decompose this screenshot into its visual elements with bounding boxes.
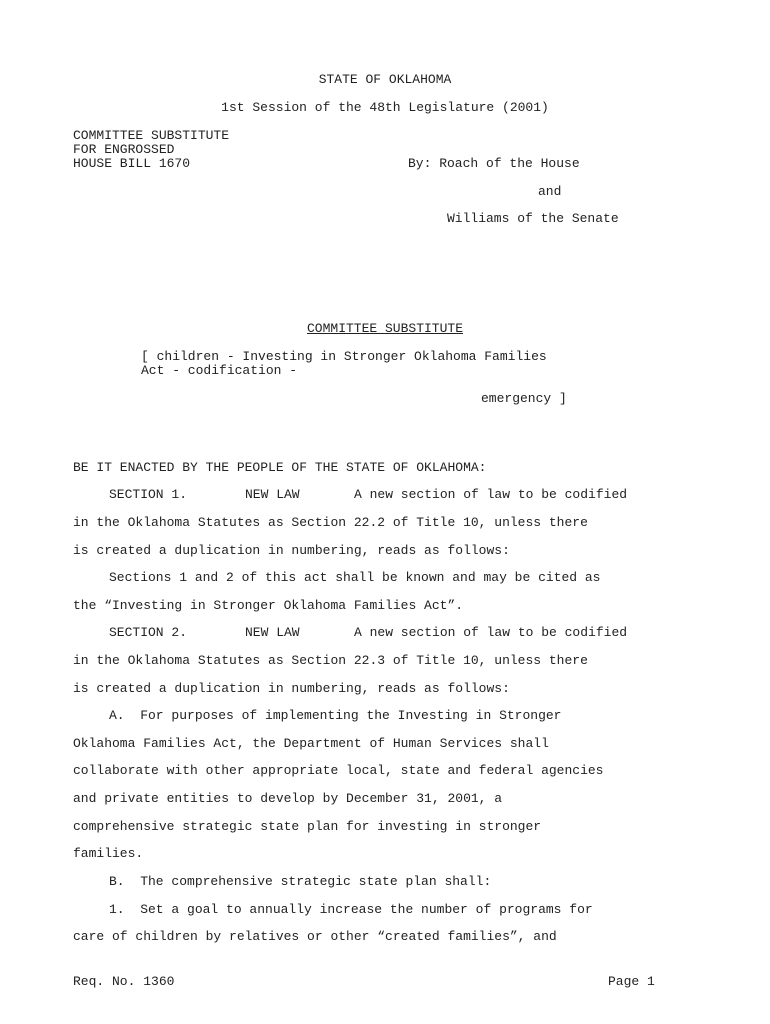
- subsection-a-line-5: comprehensive strategic state plan for investing in stronger: [73, 819, 542, 834]
- subsection-a-line-4: and private entities to develop by December 31, 2001, a: [73, 791, 503, 806]
- item-1-line-1: 1. Set a goal to annually increase the number of programs for: [109, 902, 593, 917]
- enacting-clause: BE IT ENACTED BY THE PEOPLE OF THE STATE OF OKLAHOMA:: [73, 460, 487, 475]
- section-2-new-law: NEW LAW: [245, 625, 300, 640]
- subsection-a-line-3: collaborate with other appropriate local, state and federal agencies: [73, 763, 604, 778]
- section-1-label: SECTION 1.: [109, 487, 188, 502]
- author-and: and: [538, 184, 562, 199]
- bill-info-line-2: FOR ENGROSSED: [73, 142, 175, 157]
- request-number: Req. No. 1360: [73, 974, 175, 989]
- section-1-para-2: the “Investing in Stronger Oklahoma Families Act”.: [73, 598, 464, 613]
- author-house: By: Roach of the House: [408, 156, 580, 171]
- subsection-a-line-2: Oklahoma Families Act, the Department of Human Services shall: [73, 736, 549, 751]
- section-2-label: SECTION 2.: [109, 625, 188, 640]
- bill-info-line-1: COMMITTEE SUBSTITUTE: [73, 128, 230, 143]
- author-senate: Williams of the Senate: [447, 211, 619, 226]
- page-number: Page 1: [608, 974, 655, 989]
- bill-info-line-3: HOUSE BILL 1670: [73, 156, 191, 171]
- session-heading: 1st Session of the 48th Legislature (2001): [221, 100, 549, 115]
- title-line-1: [ children - Investing in Stronger Oklahoma Families: [141, 349, 547, 364]
- item-1-line-2: care of children by relatives or other “created families”, and: [73, 929, 557, 944]
- subsection-b-line-1: B. The comprehensive strategic state plan shall:: [109, 874, 492, 889]
- state-heading: STATE OF OKLAHOMA: [318, 72, 452, 87]
- section-1-text-1: A new section of law to be codified: [354, 487, 628, 502]
- subsection-a-line-6: families.: [73, 846, 144, 861]
- section-2-text-3: is created a duplication in numbering, reads as follows:: [73, 681, 510, 696]
- section-2-text-1: A new section of law to be codified: [354, 625, 628, 640]
- section-2-text-2: in the Oklahoma Statutes as Section 22.3 of Title 10, unless there: [73, 653, 588, 668]
- section-1-para-1: Sections 1 and 2 of this act shall be known and may be cited as: [109, 570, 601, 585]
- section-1-text-3: is created a duplication in numbering, reads as follows:: [73, 543, 510, 558]
- section-1-text-2: in the Oklahoma Statutes as Section 22.2 of Title 10, unless there: [73, 515, 588, 530]
- subsection-a-line-1: A. For purposes of implementing the Investing in Stronger: [109, 708, 562, 723]
- title-line-3: emergency ]: [481, 391, 567, 406]
- title-line-2: Act - codification -: [141, 363, 298, 378]
- section-1-new-law: NEW LAW: [245, 487, 300, 502]
- committee-substitute-heading: COMMITTEE SUBSTITUTE: [306, 321, 464, 336]
